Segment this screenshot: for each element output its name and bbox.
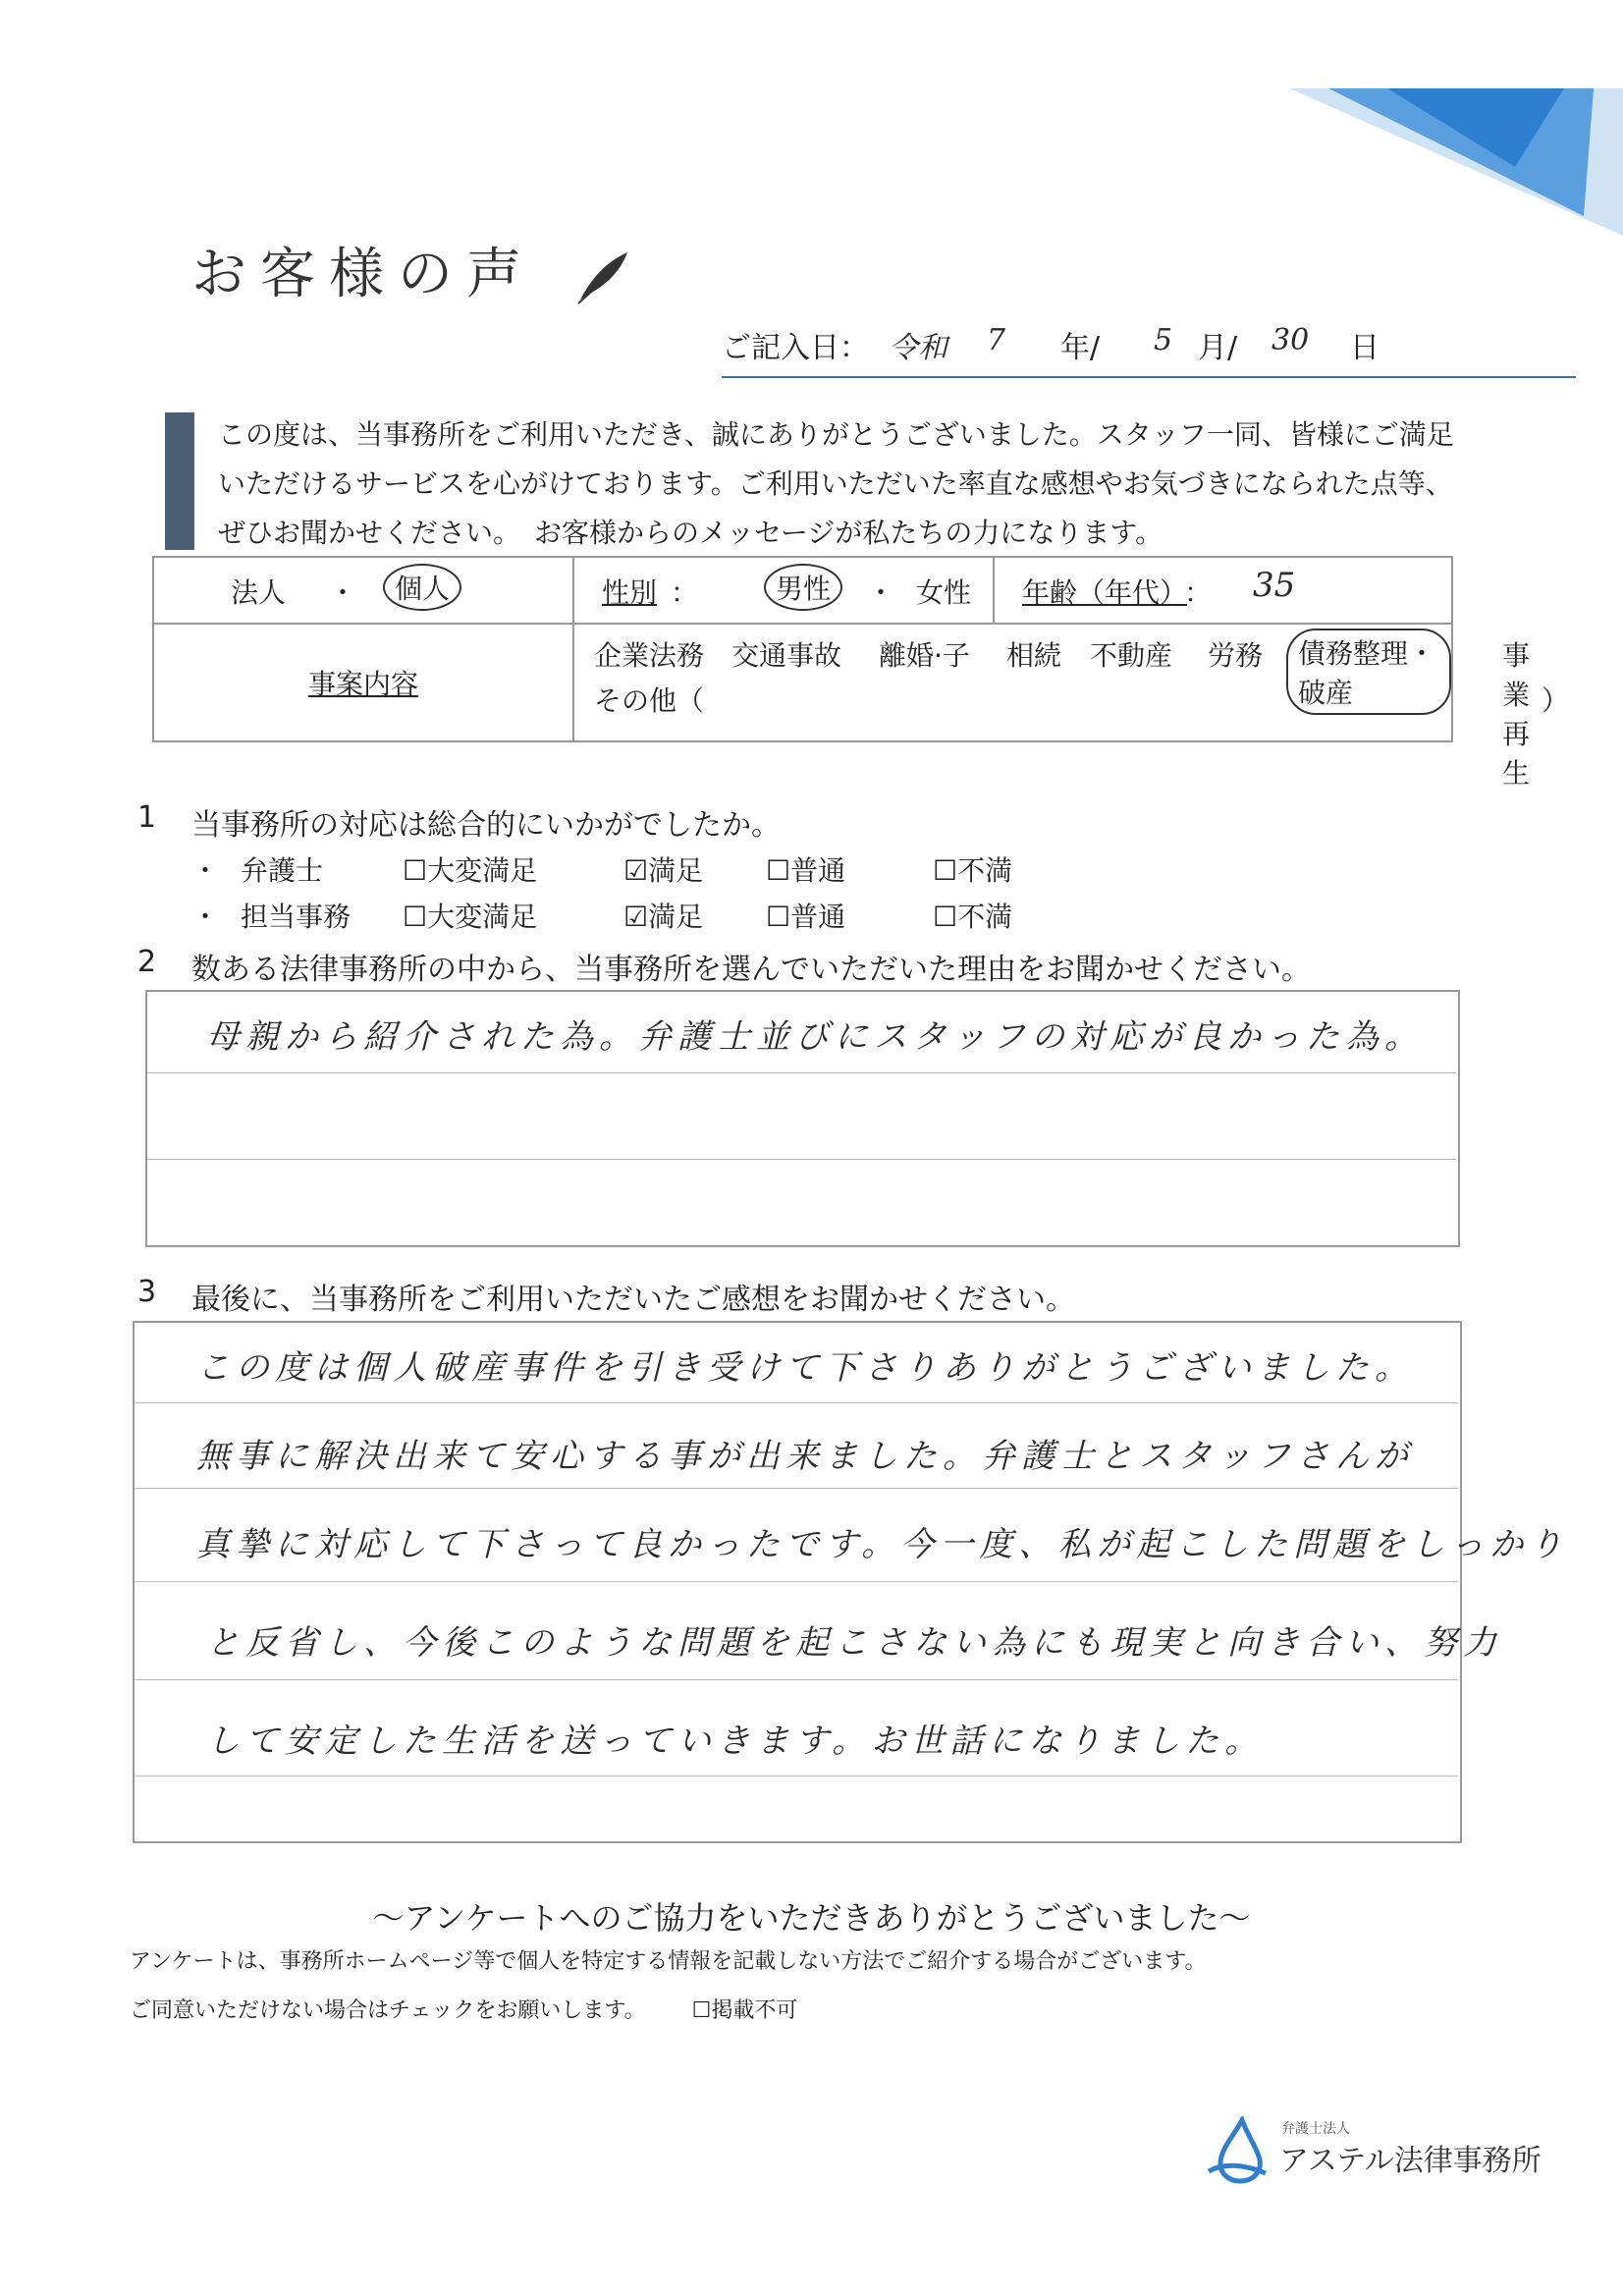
q1-row2-opt2-checked: ☑満足 (623, 901, 704, 933)
q1-row2-label: 担当事務 (241, 901, 352, 933)
q2-rule-1 (147, 1072, 1456, 1073)
q3-answer-line4: と反省し、今後このような問題を起こさない為にも現実と向き合い、努力 (206, 1623, 1502, 1663)
date-month: 5 (1154, 323, 1173, 357)
q3-rule-3 (135, 1581, 1458, 1582)
q2-text: 数ある法律事務所の中から、当事務所を選んでいただいた理由をお聞かせください。 (191, 953, 1311, 987)
q1-row1-opt4: ☐不満 (933, 854, 1013, 887)
age-value: 35 (1253, 566, 1296, 605)
q1-row1-opt2-checked: ☑満足 (623, 854, 704, 887)
firm-name: アステル法律事務所 (1279, 2144, 1542, 2178)
q1-row1-opt1: ☐大変満足 (403, 854, 538, 887)
checkbox-empty-icon: ☐ (933, 854, 958, 887)
case-divorce: 離婚·子 (879, 639, 970, 672)
q3-rule-4 (135, 1679, 1458, 1680)
water-drop-icon (1203, 2116, 1271, 2185)
q3-answer-line5: して安定した生活を送っていきます。お世話になりました。 (206, 1722, 1265, 1761)
checkbox-empty-icon: ☐ (933, 901, 958, 933)
publication-note: アンケートは、事務所ホームページ等で個人を特定する情報を記載しない方法でご紹介する場合がございます。 (130, 1949, 1207, 1974)
q3-text: 最後に、当事務所をご利用いただいたご感想をお聞かせください。 (191, 1283, 1075, 1317)
q3-answer-line3: 真摯に対応して下さって良かったです。今一度、私が起こした問題をしっかり (196, 1525, 1569, 1564)
consent-note: ご同意いただけない場合はチェックをお願いします。 ☐掲載不可 (130, 1998, 798, 2023)
intro-text: この度は、当事務所をご利用いただき、誠にありがとうございました。スタッフ一同、皆様にご満足 いただけるサービスを心がけております。ご利用いただいた率直な感想やお気づきになられた点等、 ぜひお聞かせください。 お客様からのメッセージが私たちの力になります。 (218, 418, 1454, 549)
q2-number: 2 (137, 945, 157, 979)
firm-type: 弁護士法人 (1281, 2121, 1350, 2137)
q2-rule-2 (147, 1159, 1456, 1160)
date-year-unit: 年/ (1060, 331, 1101, 365)
thanks-message: ～アンケートへのご協力をいただきありがとうございました～ (372, 1899, 1251, 1937)
q1-row1-bullet: ・ (191, 854, 220, 887)
date-month-unit: 月/ (1198, 331, 1238, 365)
q1-row1-opt3: ☐普通 (766, 854, 846, 887)
feather-icon (572, 248, 631, 307)
checkbox-empty-icon: ☐ (403, 854, 428, 887)
age-label: 年齢（年代） (1022, 576, 1188, 609)
gender-female: 女性 (916, 576, 972, 609)
case-real-estate: 不動産 (1090, 639, 1173, 672)
type-corporate: 法人 (231, 576, 287, 609)
checkbox-empty-icon: ☐ (766, 901, 791, 933)
case-labor: 労務 (1208, 639, 1264, 672)
date-label: ご記入日： (722, 331, 869, 365)
checkbox-empty-icon: ☐ (691, 1998, 712, 2023)
age-colon: ： (1184, 576, 1213, 609)
info-table (152, 556, 1570, 790)
q2-answer-line1: 母親から紹介された為。弁護士並びにスタッフの対応が良かった為。 (206, 1017, 1424, 1057)
date-row (722, 319, 1576, 378)
q1-number: 1 (137, 800, 157, 835)
case-corporate-law: 企業法務 (594, 639, 705, 672)
case-other-label: その他（ (594, 684, 705, 717)
q1-text: 当事務所の対応は総合的にいかがでしたか。 (191, 808, 781, 843)
case-business-rehab: 事業再生 (1502, 639, 1531, 790)
q3-answer-line1: この度は個人破産事件を引き受けて下さりありがとうございました。 (196, 1348, 1414, 1388)
type-individual-circled: 個人 (383, 564, 461, 611)
q1-row2-opt1: ☐大変満足 (403, 901, 538, 933)
checkbox-empty-icon: ☐ (403, 901, 428, 933)
type-dot: ・ (329, 576, 357, 609)
q3-rule-5 (135, 1776, 1458, 1777)
intro-bar (165, 412, 194, 550)
case-inheritance: 相続 (1006, 639, 1062, 672)
q3-number: 3 (137, 1275, 157, 1309)
date-day: 30 (1271, 323, 1310, 357)
checkbox-checked-icon: ☑ (623, 854, 649, 887)
corner-decoration (1270, 0, 1623, 236)
date-year: 7 (987, 323, 1006, 357)
gender-dot: ・ (867, 576, 895, 609)
q3-rule-2 (135, 1488, 1458, 1489)
case-other-close: ） (1542, 684, 1570, 717)
q1-row2-opt3: ☐普通 (766, 901, 846, 933)
case-traffic: 交通事故 (731, 639, 842, 672)
checkbox-checked-icon: ☑ (623, 901, 649, 933)
q1-row1-label: 弁護士 (241, 854, 324, 887)
checkbox-empty-icon: ☐ (766, 854, 791, 887)
gender-male-circled: 男性 (764, 564, 842, 611)
q3-answer-box (133, 1321, 1462, 1843)
page-title: お客様の声 (191, 231, 631, 309)
case-label: 事案内容 (307, 668, 418, 700)
no-publish-checkbox: ☐掲載不可 (691, 1998, 798, 2023)
case-options (574, 625, 1570, 790)
gender-label: 性別 (602, 576, 658, 609)
case-debt-bankruptcy-circled: 債務整理・破産 (1286, 629, 1451, 715)
date-era: 令和 (889, 331, 947, 365)
q3-rule-1 (135, 1402, 1458, 1403)
gender-colon: ： (671, 576, 699, 609)
q1-row2-bullet: ・ (191, 901, 220, 933)
q1-row2-opt4: ☐不満 (933, 901, 1013, 933)
date-day-unit: 日 (1350, 331, 1380, 365)
q3-answer-line2: 無事に解決出来て安心する事が出来ました。弁護士とスタッフさんが (196, 1437, 1414, 1476)
